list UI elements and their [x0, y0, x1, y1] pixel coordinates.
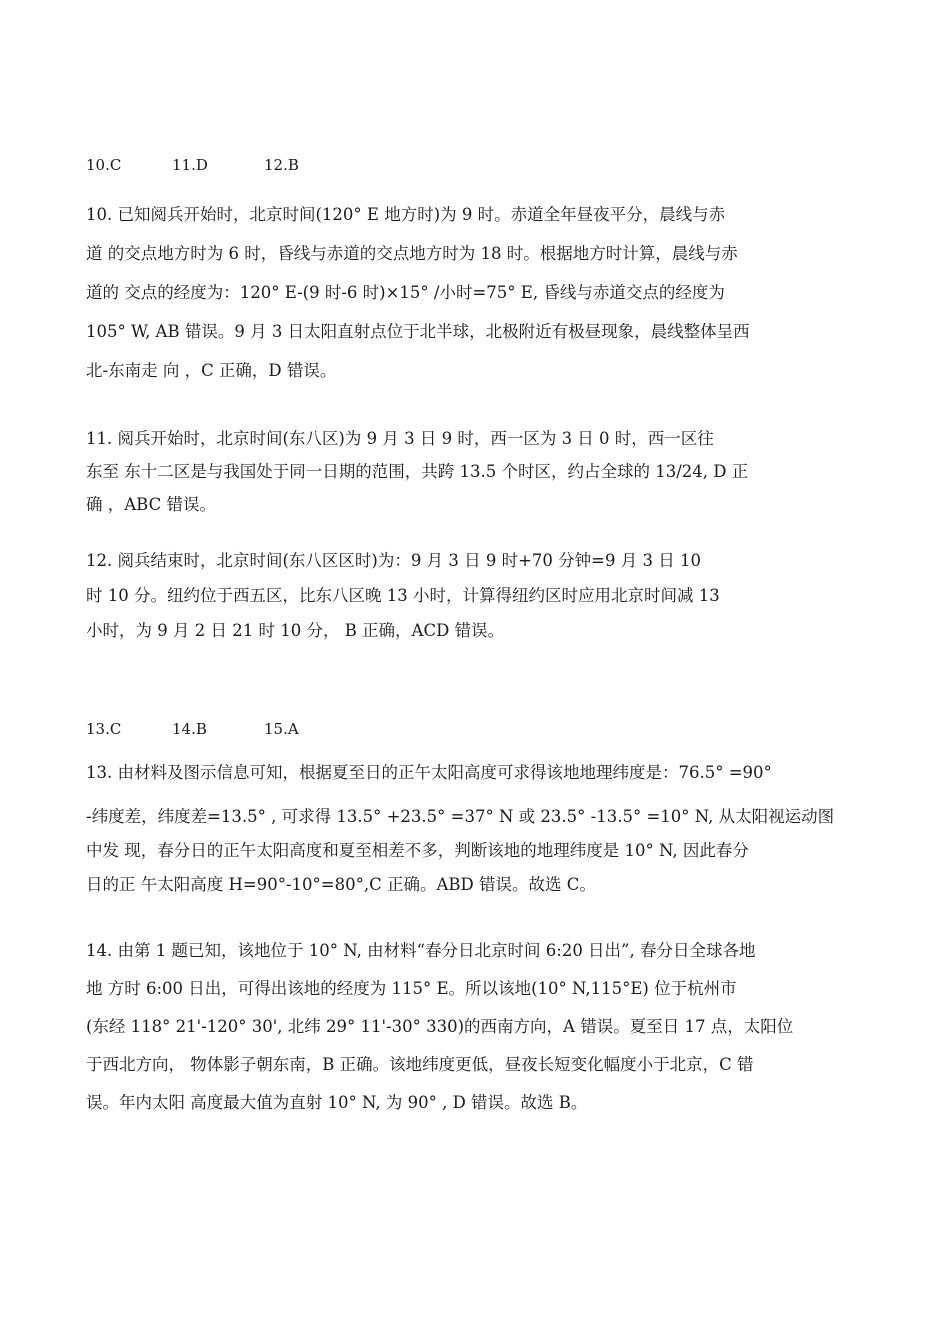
answer-13: 13.C	[86, 720, 122, 738]
text-line: 日的正 午太阳高度 H=90°-10°=80°,C 正确。ABD 错误。故选 C。	[86, 875, 596, 894]
text-line: 于西北方向， 物体影子朝东南，B 正确。该地纬度更低，昼夜长短变化幅度小于北京，C 错	[86, 1055, 754, 1074]
text-line: 105° W, AB 错误。9 月 3 日太阳直射点位于北半球，北极附近有极昼现象，晨线整体呈西	[86, 322, 750, 341]
text-line: 道 的交点地方时为 6 时，昏线与赤道的交点地方时为 18 时。根据地方时计算，晨线与赤	[86, 244, 738, 263]
answer-15: 15.A	[264, 720, 299, 738]
text-line: 确 ，ABC 错误。	[86, 495, 216, 514]
answer-key-10-12	[86, 156, 299, 174]
text-line: -纬度差，纬度差=13.5° , 可求得 13.5° +23.5° =37° N 或 23.5° -13.5° =10° N, 从太阳视运动图	[86, 807, 835, 826]
text-line: 误。年内太阳 高度最大值为直射 10° N, 为 90° , D 错误。故选 B。	[86, 1093, 588, 1112]
text-line: 北-东南走 向 ，C 正确，D 错误。	[86, 361, 337, 380]
text-line: 东至 东十二区是与我国处于同一日期的范围，共跨 13.5 个时区，约占全球的 13/24, D 正	[86, 462, 749, 481]
text-line: 小时，为 9 月 2 日 21 时 10 分， B 正确，ACD 错误。	[86, 621, 505, 640]
text-line: 地 方时 6:00 日出，可得出该地的经度为 115° E。所以该地(10° N,115°E) 位于杭州市	[86, 979, 737, 998]
text-line: 12. 阅兵结束时，北京时间(东八区区时)为：9 月 3 日 9 时+70 分钟=9 月 3 日 10	[86, 551, 701, 570]
text-line: 道的 交点的经度为：120° E-(9 时-6 时)×15° /小时=75° E, 昏线与赤道交点的经度为	[86, 283, 725, 302]
explanation-10	[86, 205, 856, 381]
answer-10: 10.C	[86, 156, 122, 174]
explanation-12	[86, 551, 856, 641]
text-line: 11. 阅兵开始时，北京时间(东八区)为 9 月 3 日 9 时，西一区为 3 日 0 时，西一区往	[86, 429, 714, 448]
text-line: 13. 由材料及图示信息可知，根据夏至日的正午太阳高度可求得该地地理纬度是：76.5° =90°	[86, 763, 772, 782]
text-line: 中发 现，春分日的正午太阳高度和夏至相差不多，判断该地的地理纬度是 10° N, 因此春分	[86, 841, 749, 860]
text-line: 14. 由第 1 题已知，该地位于 10° N, 由材料“春分日北京时间 6:20 日出”, 春分日全球各地	[86, 941, 756, 960]
explanation-11	[86, 429, 856, 515]
explanation-13	[86, 763, 856, 895]
answer-12: 12.B	[264, 156, 299, 174]
answer-14: 14.B	[172, 720, 207, 738]
text-line: 10. 已知阅兵开始时，北京时间(120° E 地方时)为 9 时。赤道全年昼夜平分，晨线与赤	[86, 205, 726, 224]
answer-key-13-15	[86, 720, 299, 738]
text-line: (东经 118° 21'-120° 30', 北纬 29° 11'-30° 330)的西南方向，A 错误。夏至日 17 点，太阳位	[86, 1017, 794, 1036]
answer-11: 11.D	[172, 156, 208, 174]
text-line: 时 10 分。纽约位于西五区，比东八区晚 13 小时，计算得纽约区时应用北京时间减 13	[86, 586, 720, 605]
explanation-14	[86, 941, 856, 1113]
